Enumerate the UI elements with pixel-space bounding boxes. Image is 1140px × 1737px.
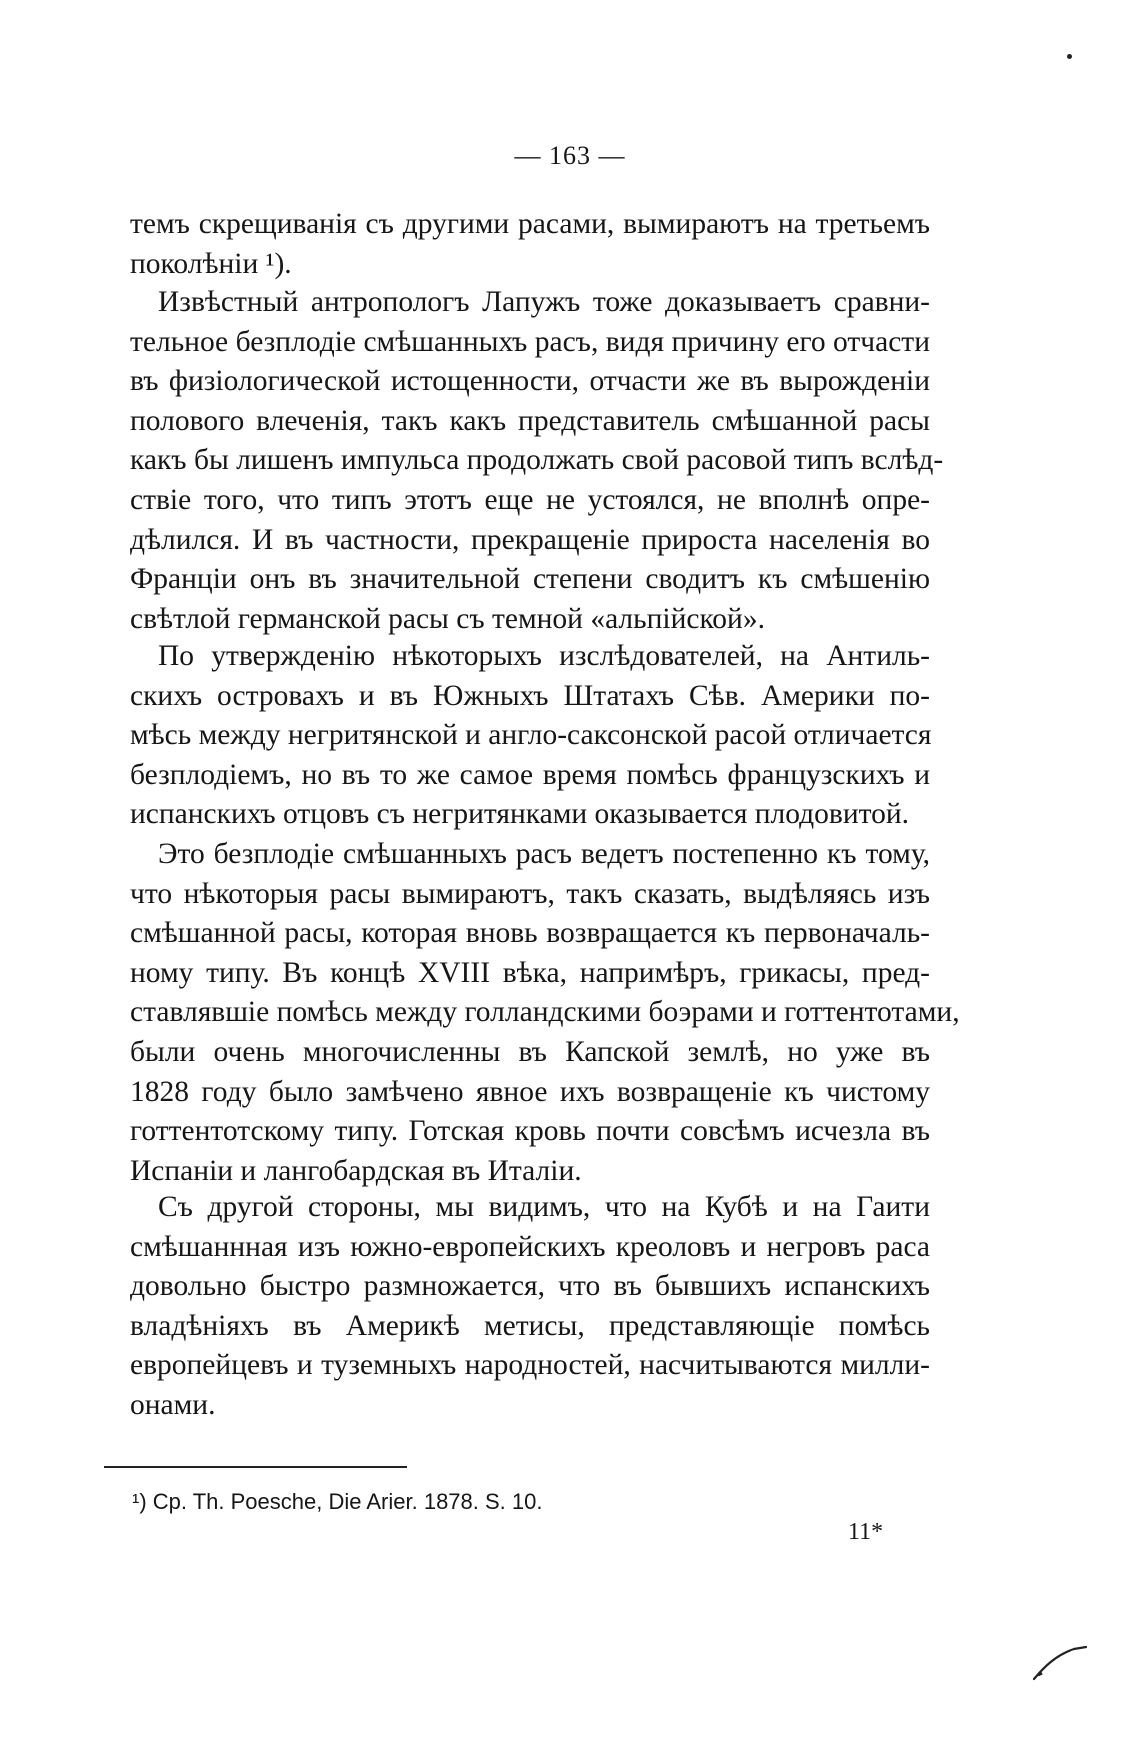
text-line: Франціи онъ въ значительной степени сводитъ къ смѣшенію <box>130 563 930 596</box>
text-line: скихъ островахъ и въ Южныхъ Штатахъ Сѣв. Америки по- <box>130 679 930 712</box>
footnote-divider <box>104 1466 407 1468</box>
text-line: были очень многочисленны въ Капской землѣ, но уже въ <box>130 1035 930 1068</box>
text-line: свѣтлой германской расы съ темной «альпійской». <box>130 602 765 635</box>
text-line: По утвержденію нѣкоторыхъ изслѣдователей, на Антиль- <box>158 640 930 672</box>
text-line: какъ бы лишенъ импульса продолжать свой расовой типъ вслѣд- <box>130 444 944 477</box>
paragraph-3 <box>130 637 930 835</box>
text-line: ствіе того, что типъ этотъ еще не устоялся, не вполнѣ опре- <box>130 483 930 516</box>
footnote-marker: ¹) <box>132 1489 147 1514</box>
text-line: Съ другой стороны, мы видимъ, что на Кубѣ и на Гаити <box>158 1191 930 1223</box>
text-line: владѣніяхъ въ Америкѣ метисы, представляющіе помѣсь <box>130 1309 930 1342</box>
text-line: полового влеченія, такъ какъ представитель смѣшанной расы <box>130 404 930 437</box>
text-line: ставлявшіе помѣсь между голландскими боэрами и готтентотами, <box>130 996 960 1029</box>
text-line: смѣшанной расы, которая вновь возвращается къ первоначаль- <box>130 917 930 950</box>
text-line: ному типу. Въ концѣ XVIII вѣка, напримѣръ, грикасы, пред- <box>130 956 930 989</box>
text-line: 1828 году было замѣчено явное ихъ возвращеніе къ чистому <box>130 1075 930 1108</box>
text-line: поколѣніи ¹). <box>130 247 292 280</box>
signature-mark: 11* <box>848 1519 884 1545</box>
text-line: европейцевъ и туземныхъ народностей, насчитываются милли- <box>130 1349 930 1382</box>
pen-stroke-mark <box>1030 1625 1090 1685</box>
text-line: что нѣкоторыя расы вымираютъ, такъ сказать, выдѣляясь изъ <box>130 877 930 910</box>
footnote-text: Cp. Th. Poesche, Die Arier. 1878. S. 10. <box>152 1489 543 1514</box>
page-number: — 163 — <box>514 141 626 170</box>
text-line: Испаніи и лангобардская въ Италіи. <box>130 1154 582 1187</box>
paragraph-5 <box>130 1188 930 1426</box>
paragraph-2 <box>130 283 944 639</box>
text-line: готтентотскому типу. Готская кровь почти совсѣмъ исчезла въ <box>130 1115 930 1148</box>
text-line: тельное безплодіе смѣшанныхъ расъ, видя причину его отчасти <box>130 325 930 358</box>
paragraph-4 <box>130 835 960 1191</box>
text-line: темъ скрещиванія съ другими расами, вымираютъ на третьемъ <box>130 208 930 240</box>
footnote <box>132 1489 543 1515</box>
text-line: въ физіологической истощенности, отчасти же въ вырожденіи <box>130 365 930 398</box>
text-line: безплодіемъ, но въ то же самое время помѣсь французскихъ и <box>130 758 930 791</box>
text-line: довольно быстро размножается, что въ бывшихъ испанскихъ <box>130 1270 930 1303</box>
text-line: мѣсь между негритянской и англо-саксонской расой отличается <box>130 719 932 752</box>
text-line: онами. <box>130 1388 216 1421</box>
text-line: Извѣстный антропологъ Лапужъ тоже доказываетъ сравни- <box>158 286 930 318</box>
text-line: дѣлился. И въ частности, прекращеніе прироста населенія во <box>130 523 930 556</box>
speck-mark <box>1067 54 1072 59</box>
text-line: смѣшаннная изъ южно-европейскихъ креоловъ и негровъ раса <box>130 1230 930 1263</box>
paragraph-1 <box>130 205 930 284</box>
text-line: испанскихъ отцовъ съ негритянками оказывается плодовитой. <box>130 798 910 831</box>
text-line: Это безплодіе смѣшанныхъ расъ ведетъ постепенно къ тому, <box>158 838 930 870</box>
